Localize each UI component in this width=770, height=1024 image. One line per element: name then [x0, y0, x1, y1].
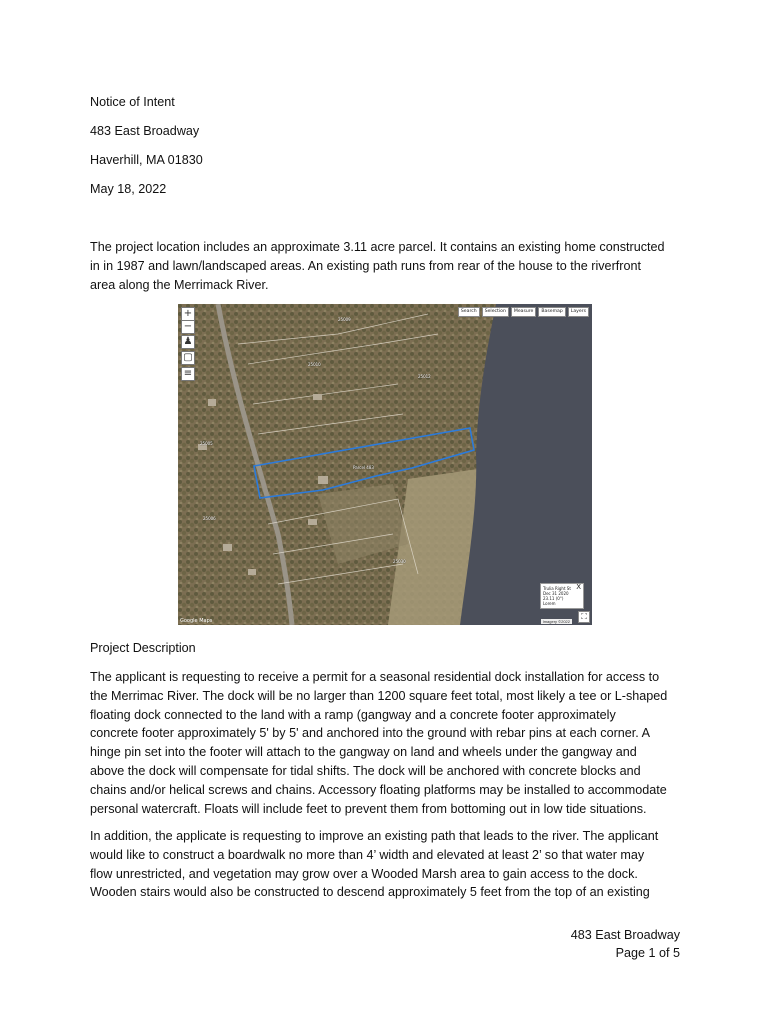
- legend-icon[interactable]: ≡: [181, 367, 195, 381]
- paragraph-line: chains and/or helical screws and chains. Accessory floating platforms may be installed to accommodate: [90, 782, 667, 797]
- paragraph-line: hinge pin set into the footer will attach to the gangway on land and wheels under the gangway and: [90, 745, 637, 760]
- paragraph-line: In addition, the applicate is requesting to improve an existing path that leads to the river. The applicant: [90, 829, 659, 843]
- parcel-label: 25005: [200, 441, 213, 446]
- section-heading: Project Description: [90, 641, 196, 655]
- map-tool-measure[interactable]: Measure: [511, 307, 537, 317]
- paragraph-line: above the dock will compensate for tidal shifts. The dock will be anchored with concrete blocks and: [90, 763, 641, 778]
- parcel-label: 25030: [393, 559, 406, 564]
- city-line: Haverhill, MA 01830: [90, 153, 203, 167]
- aerial-map-image: [178, 304, 592, 625]
- map-popup: [540, 583, 584, 609]
- popup-line: Lorem: [543, 601, 556, 606]
- footer-address: 483 East Broadway: [570, 928, 680, 942]
- popup-line: 23.11 (0°): [543, 596, 564, 601]
- paragraph-line: The applicant is requesting to receive a permit for a seasonal residential dock installation for access to: [90, 670, 660, 684]
- paragraph-line: Wooden stairs would also be constructed to descend approximately 5 feet from the top of an existing: [90, 885, 650, 900]
- fullscreen-icon[interactable]: ⛶: [578, 611, 590, 623]
- paragraph-line: the Merrimac River. The dock will be no larger than 1200 square feet total, most likely a tee or L-shaped: [90, 688, 668, 703]
- paragraph-line: personal watercraft. Floats will include feet to prevent them from bottoming out in low tide situations.: [90, 801, 647, 816]
- zoom-in-button[interactable]: +: [181, 307, 195, 321]
- aerial-imagery: [178, 304, 592, 625]
- parcel-label: 25009: [338, 317, 351, 322]
- map-toolbar: [458, 307, 589, 317]
- notice-title: Notice of Intent: [90, 95, 175, 109]
- page-footer: [571, 926, 680, 962]
- popup-close-button[interactable]: X: [576, 583, 581, 591]
- date-line: May 18, 2022: [90, 182, 167, 196]
- intro-line: The project location includes an approximate 3.11 acre parcel. It contains an existing home constructed: [90, 240, 665, 254]
- map-tool-layers[interactable]: Layers: [568, 307, 589, 317]
- street-view-icon[interactable]: ♟: [181, 335, 195, 349]
- paragraph-line: flow unrestricted, and vegetation may grow over a Wooded Marsh area to gain access to the dock.: [90, 866, 638, 881]
- parcel-label: 25012: [418, 374, 431, 379]
- map-tool-basemap[interactable]: Basemap: [538, 307, 565, 317]
- intro-line: area along the Merrimack River.: [90, 277, 269, 292]
- layers-icon[interactable]: ▢: [181, 351, 195, 365]
- intro-paragraph: [90, 238, 690, 294]
- footer-page-number: Page 1 of 5: [615, 946, 680, 960]
- paragraph-line: concrete footer approximately 5' by 5' and anchored into the ground with rebar pins at each corner. A: [90, 726, 650, 741]
- zoom-out-button[interactable]: −: [181, 320, 195, 334]
- map-tool-search[interactable]: Search: [458, 307, 480, 317]
- parcel-label: Parcel 483: [353, 465, 374, 470]
- map-attribution: Google Maps: [180, 618, 213, 624]
- popup-line: Dec 31 2020: [543, 591, 569, 596]
- parcel-label: 25010: [308, 362, 321, 367]
- address-line: 483 East Broadway: [90, 124, 200, 138]
- description-paragraph-2: [90, 827, 690, 902]
- map-imagery-credit: Imagery ©2022: [542, 619, 570, 624]
- popup-line: Trulia Right St: [543, 586, 571, 591]
- paragraph-line: floating dock connected to the land with a ramp (gangway and a concrete footer approximately: [90, 707, 616, 722]
- parcel-label: 25006: [203, 516, 216, 521]
- map-tool-selection[interactable]: Selection: [482, 307, 509, 317]
- intro-line: in in 1987 and lawn/landscaped areas. An existing path runs from rear of the house to the riverfront: [90, 258, 641, 273]
- paragraph-line: would like to construct a boardwalk no more than 4’ width and elevated at least 2’ so that water may: [90, 847, 645, 862]
- description-paragraph-1: [90, 668, 690, 818]
